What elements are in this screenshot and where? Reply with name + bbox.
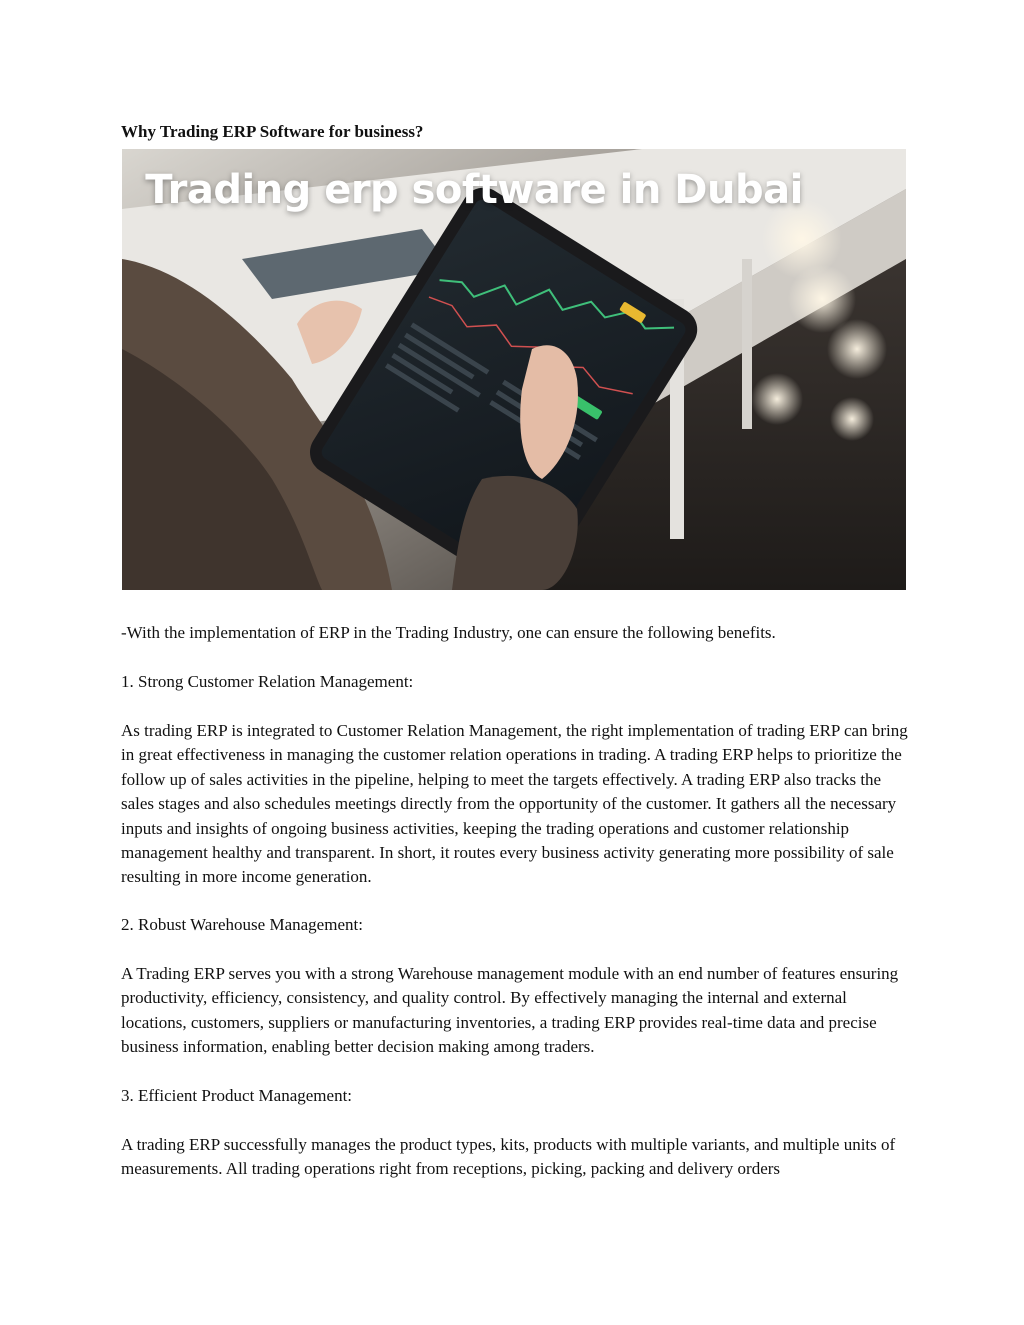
section-heading-product: 3. Efficient Product Management:	[121, 1086, 353, 1105]
page-heading: Why Trading ERP Software for business?	[121, 122, 424, 141]
hero-title: Trading erp software in Dubai	[145, 167, 803, 213]
section-heading-crm: 1. Strong Customer Relation Management:	[121, 672, 414, 691]
paragraph-warehouse: A Trading ERP serves you with a strong Warehouse management module with an end number of features ensuring productivity, efficiency, consistency, and quality control. By effectively managing the internal and external locations, customers, suppliers or manufacturing inventories, a trading ERP provides real-time data and precise business information, enabling better decision making among traders.	[121, 964, 899, 1057]
hero-image	[122, 149, 906, 590]
paragraph-crm: As trading ERP is integrated to Customer Relation Management, the right implementation of trading ERP can bring in great effectiveness in managing the customer relation operations in trading. A trading ERP helps to prioritize the follow up of sales activities in the pipeline, helping to meet the targets effectively. A trading ERP also tracks the sales stages and also schedules meetings directly from the opportunity of the customer. It gathers all the necessary inputs and insights of ongoing business activities, keeping the trading operations and customer relationship management healthy and transparent. In short, it routes every business activity generating more possibility of sale resulting in more income generation.	[121, 721, 908, 887]
paragraph-product: A trading ERP successfully manages the product types, kits, products with multiple variants, and multiple units of measurements. All trading operations right from receptions, picking, packing and delivery orders	[121, 1135, 896, 1179]
tablet-photo	[122, 149, 906, 590]
intro-paragraph: -With the implementation of ERP in the Trading Industry, one can ensure the following benefits.	[121, 623, 776, 642]
section-heading-warehouse: 2. Robust Warehouse Management:	[121, 915, 363, 934]
